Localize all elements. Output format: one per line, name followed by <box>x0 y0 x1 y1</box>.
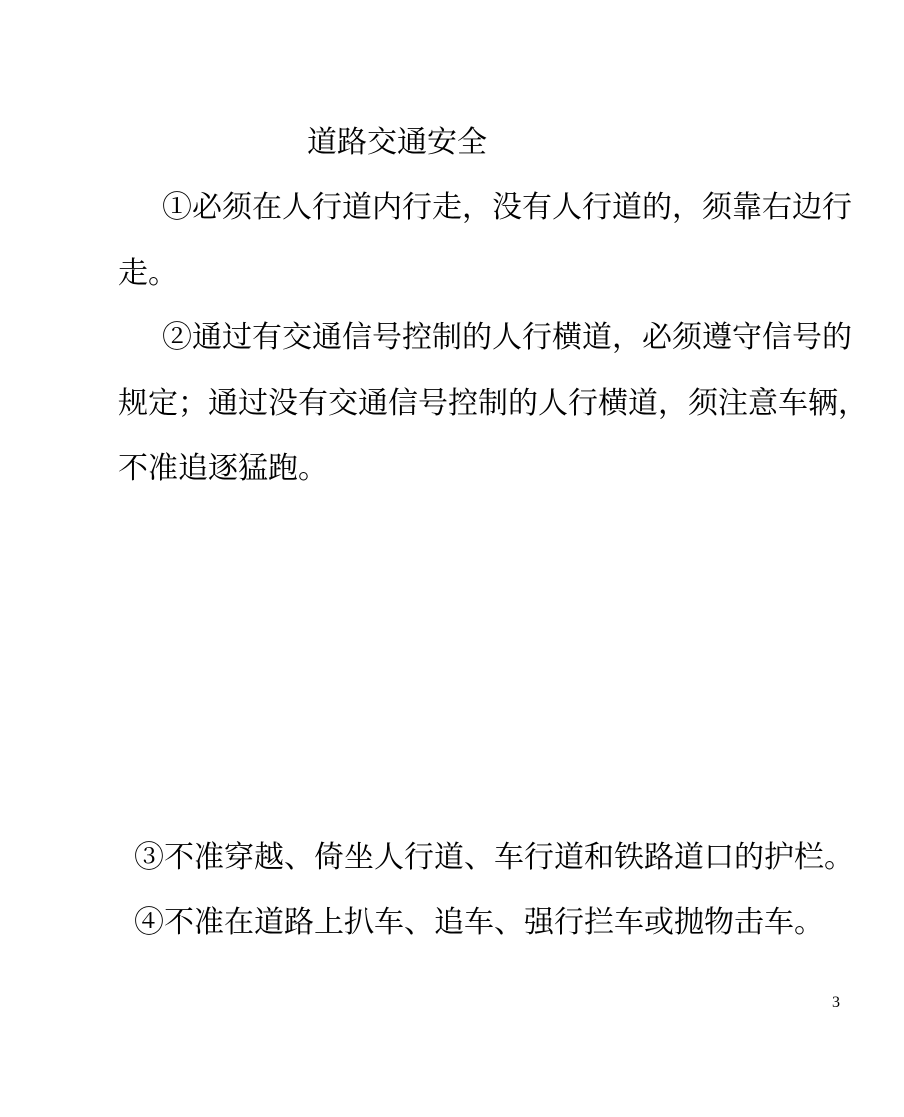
paragraph-4-line-1: ④不准在道路上扒车、追车、强行拦车或抛物击车。 <box>134 905 824 940</box>
paragraph-1-line-1: ①必须在人行道内行走，没有人行道的，须靠右边行 <box>162 190 852 225</box>
paragraph-3-line-1: ③不准穿越、倚坐人行道、车行道和铁路道口的护栏。 <box>134 840 854 875</box>
paragraph-1-line-2: 走。 <box>118 256 178 291</box>
page-title: 道路交通安全 <box>307 125 487 160</box>
paragraph-2-line-2: 规定；通过没有交通信号控制的人行横道，须注意车辆， <box>118 386 868 421</box>
paragraph-2-line-1: ②通过有交通信号控制的人行横道，必须遵守信号的 <box>162 320 852 355</box>
page-number: 3 <box>832 994 840 1011</box>
paragraph-2-line-3: 不准追逐猛跑。 <box>118 451 328 486</box>
